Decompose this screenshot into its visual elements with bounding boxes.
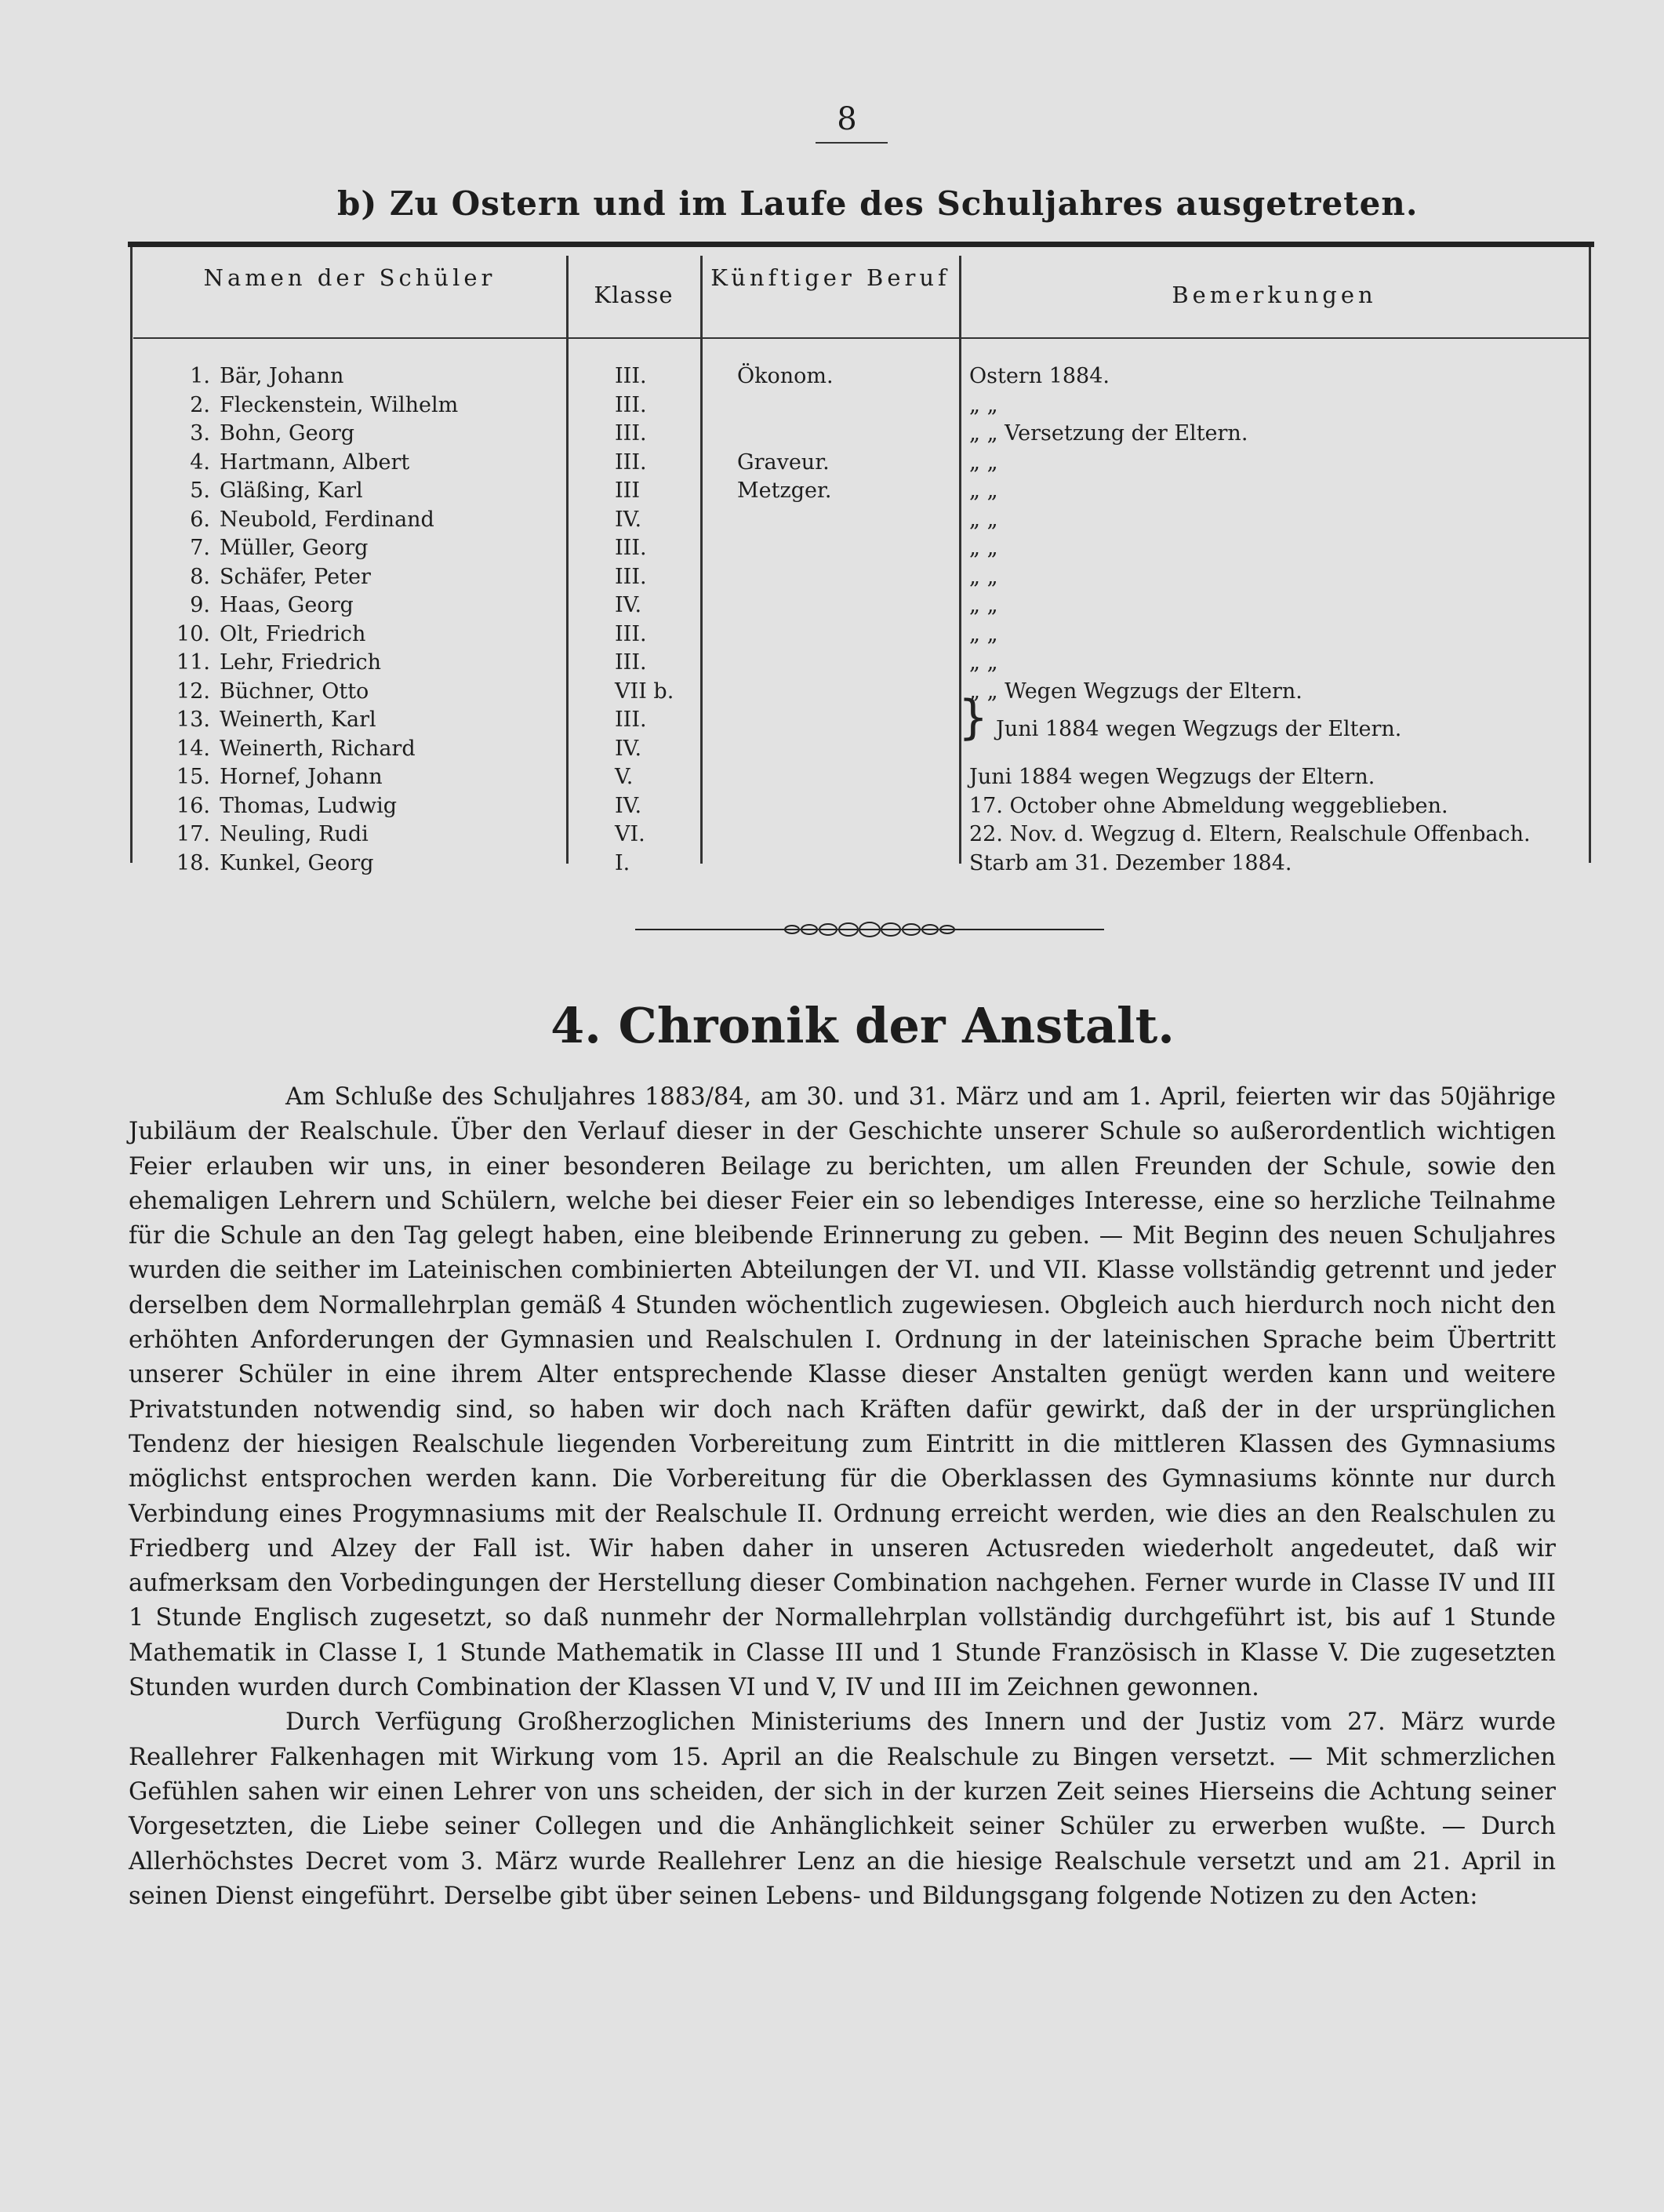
row-number: 9. <box>190 593 210 617</box>
row-number: 1. <box>190 364 210 388</box>
table-row <box>138 420 1589 449</box>
student-class: I. <box>615 850 630 875</box>
student-class: III. <box>615 449 647 475</box>
table-right-rule <box>1589 247 1591 863</box>
student-name: Kunkel, Georg <box>220 850 374 875</box>
student-name: Gläßing, Karl <box>220 478 363 503</box>
student-remark: Ostern 1884. <box>969 364 1110 388</box>
student-name: Bohn, Georg <box>220 421 355 446</box>
table-row <box>138 563 1589 592</box>
student-remark: „ „ <box>969 478 998 503</box>
student-class: III. <box>615 564 647 589</box>
student-remark: „ „ <box>969 621 998 646</box>
student-remark: „ „ <box>969 507 998 532</box>
student-class: IV. <box>615 507 642 532</box>
table-left-rule <box>130 247 133 863</box>
row-number: 3. <box>190 421 210 446</box>
student-class: IV. <box>615 793 642 818</box>
table-top-rule <box>128 242 1594 247</box>
table-row <box>138 477 1589 506</box>
row-number: 4. <box>190 449 210 475</box>
student-name: Weinerth, Richard <box>220 736 416 761</box>
table-row <box>138 763 1589 792</box>
student-name: Lehr, Friedrich <box>220 650 381 675</box>
student-class: III. <box>615 650 647 675</box>
table-row <box>138 506 1589 535</box>
table-row <box>138 391 1589 420</box>
paragraph: Durch Verfügung Großherzoglichen Ministeriums des Innern und der Justiz vom 27. März wurde Reallehrer Falkenhagen mit Wirkung vom 15. April an die Realschule zu Bingen versetzt. — Mit schmerzlichen Gefühlen sahen wir einen Lehrer von uns scheiden, der sich in der kurzen Zeit seines Hierseins die Achtung seiner Vorgesetzten, die Liebe seiner Collegen und die Anhänglichkeit seiner Schüler zu erwerben wußte. — Durch Allerhöchstes Decret vom 3. März wurde Reallehrer Lenz an die hiesige Realschule versetzt und am 21. April in seinen Dienst eingeführt. Derselbe gibt über seinen Lebens- und Bildungsgang folgende Notizen zu den Acten: <box>129 1708 1556 1910</box>
row-number: 14. <box>176 736 210 761</box>
table-header-rule <box>133 337 1590 339</box>
student-remark: 22. Nov. d. Wegzug d. Eltern, Realschule Offenbach. <box>969 822 1531 846</box>
student-remark: „ „ Wegen Wegzugs der Eltern. <box>969 679 1302 704</box>
column-header-remarks: Bemerkungen <box>1172 282 1377 308</box>
row-number: 17. <box>176 822 210 846</box>
student-name: Bär, Johann <box>220 364 344 388</box>
student-class: IV. <box>615 593 642 617</box>
table-row <box>138 362 1589 391</box>
row-number: 13. <box>176 708 210 732</box>
chapter-title: 4. Chronik der Anstalt. <box>550 997 1175 1054</box>
student-name: Olt, Friedrich <box>220 621 366 646</box>
student-career: Metzger. <box>737 478 832 503</box>
student-class: III <box>615 478 640 503</box>
row-number: 5. <box>190 478 210 503</box>
row-number: 12. <box>176 679 210 704</box>
student-name: Müller, Georg <box>220 536 369 560</box>
student-table <box>138 362 1589 878</box>
ornamental-divider <box>635 918 1104 941</box>
row-number: 8. <box>190 564 210 589</box>
student-class: IV. <box>615 736 642 761</box>
student-name: Thomas, Ludwig <box>220 793 398 818</box>
column-header-career: Künftiger Beruf <box>710 264 950 291</box>
grouped-remark: Juni 1884 wegen Wegzugs der Eltern. <box>996 717 1402 741</box>
student-remark: Juni 1884 wegen Wegzugs der Eltern. <box>969 765 1375 789</box>
student-class: III. <box>615 392 647 417</box>
page-number-underline <box>816 142 888 144</box>
paragraph: Am Schluße des Schuljahres 1883/84, am 30. und 31. März und am 1. April, feierten wir das 50jährige Jubiläum der Realschule. Über den Verlauf dieser in der Geschichte unserer Schule so außerordentlich wichtigen Feier erlauben wir uns, in einer besonderen Beilage zu berichten, um allen Freunden der Schule, sowie den ehemaligen Lehrern und Schülern, welche bei dieser Feier ein so lebendiges Interesse, eine so herzliche Teilnahme für die Schule an den Tag gelegt haben, eine bleibende Erinnerung zu geben. — Mit Beginn des neuen Schuljahres wurden die seither im Lateinischen combinierten Abteilungen der VI. und VII. Klasse vollständig getrennt und jeder derselben dem Normallehrplan gemäß 4 Stunden wöchentlich zugewiesen. Obgleich auch hierdurch noch nicht den erhöhten Anforderungen der Gymnasien und Realschulen I. Ordnung in der lateinischen Sprache beim Übertritt unserer Schüler in eine ihrem Alter entsprechende Klasse dieser Anstalten genügt werden kann und weitere Privatstunden notwendig sind, so haben wir doch nach Kräften dafür gewirkt, daß der in der ursprünglichen Tendenz der hiesigen Realschule liegenden Vorbereitung zum Eintritt in die mittleren Klassen des Gymnasiums möglichst entsprochen werden kann. Die Vorbereitung für die Oberklassen des Gymnasiums könnte nur durch Verbindung eines Progymnasiums mit der Realschule II. Ordnung erreicht werden, wie dies an den Realschulen zu Friedberg und Alzey der Fall ist. Wir haben daher in unseren Actusreden wiederholt angedeutet, daß wir aufmerksam den Vorbedingungen der Herstellung dieser Combination nachgehen. Ferner wurde in Classe IV und III 1 Stunde Englisch zugesetzt, so daß nunmehr der Normallehrplan vollständig durchgeführt ist, bis auf 1 Stunde Mathematik in Classe I, 1 Stunde Mathematik in Classe III und 1 Stunde Französisch in Klasse V. Die zugesetzten Stunden wurden durch Combination der Klassen VI und V, IV und III im Zeichnen gewonnen. <box>129 1083 1556 1702</box>
row-number: 6. <box>190 507 210 532</box>
row-number: 2. <box>190 392 210 417</box>
student-remark: „ „ <box>969 392 998 417</box>
row-number: 16. <box>176 793 210 818</box>
student-name: Neubold, Ferdinand <box>220 507 434 532</box>
row-number: 18. <box>176 850 210 875</box>
table-row <box>138 449 1589 478</box>
student-remark: „ „ <box>969 536 998 560</box>
student-remark: „ „ <box>969 650 998 675</box>
student-remark: „ „ <box>969 449 998 475</box>
student-remark: „ „ <box>969 564 998 589</box>
student-class: V. <box>615 765 634 789</box>
table-row <box>138 678 1589 707</box>
row-number: 11. <box>176 650 210 675</box>
student-name: Neuling, Rudi <box>220 822 369 846</box>
student-class: III. <box>615 421 647 446</box>
student-name: Schäfer, Peter <box>220 564 371 589</box>
row-number: 7. <box>190 536 210 560</box>
table-row <box>138 820 1589 850</box>
chronicle-text <box>129 1080 1556 1914</box>
student-name: Weinerth, Karl <box>220 708 376 732</box>
student-name: Fleckenstein, Wilhelm <box>220 392 459 417</box>
table-row <box>138 620 1589 649</box>
student-class: III. <box>615 536 647 560</box>
student-name: Haas, Georg <box>220 593 354 617</box>
student-remark: „ „ <box>969 593 998 617</box>
student-class: III. <box>615 708 647 732</box>
student-career: Ökonom. <box>737 364 834 388</box>
student-remark: Starb am 31. Dezember 1884. <box>969 850 1292 875</box>
student-name: Büchner, Otto <box>220 679 369 704</box>
table-row <box>138 534 1589 563</box>
table-row <box>138 850 1589 879</box>
table-row <box>138 792 1589 821</box>
column-header-names: Namen der Schüler <box>203 264 496 291</box>
section-heading: b) Zu Ostern und im Laufe des Schuljahres ausgetreten. <box>337 184 1419 223</box>
page-number: 8 <box>837 101 857 137</box>
student-name: Hartmann, Albert <box>220 449 410 475</box>
student-name: Hornef, Johann <box>220 765 383 789</box>
table-row <box>138 649 1589 678</box>
student-class: III. <box>615 621 647 646</box>
student-remark: 17. October ohne Abmeldung weggeblieben. <box>969 793 1448 818</box>
row-number: 15. <box>176 765 210 789</box>
student-class: VI. <box>615 822 645 846</box>
student-class: VII b. <box>615 679 674 704</box>
row-number: 10. <box>176 621 210 646</box>
student-remark: „ „ Versetzung der Eltern. <box>969 421 1248 446</box>
student-career: Graveur. <box>737 449 830 475</box>
column-header-class: Klasse <box>594 282 674 308</box>
brace-symbol: } <box>958 690 989 745</box>
student-class: III. <box>615 364 647 388</box>
table-row <box>138 591 1589 620</box>
